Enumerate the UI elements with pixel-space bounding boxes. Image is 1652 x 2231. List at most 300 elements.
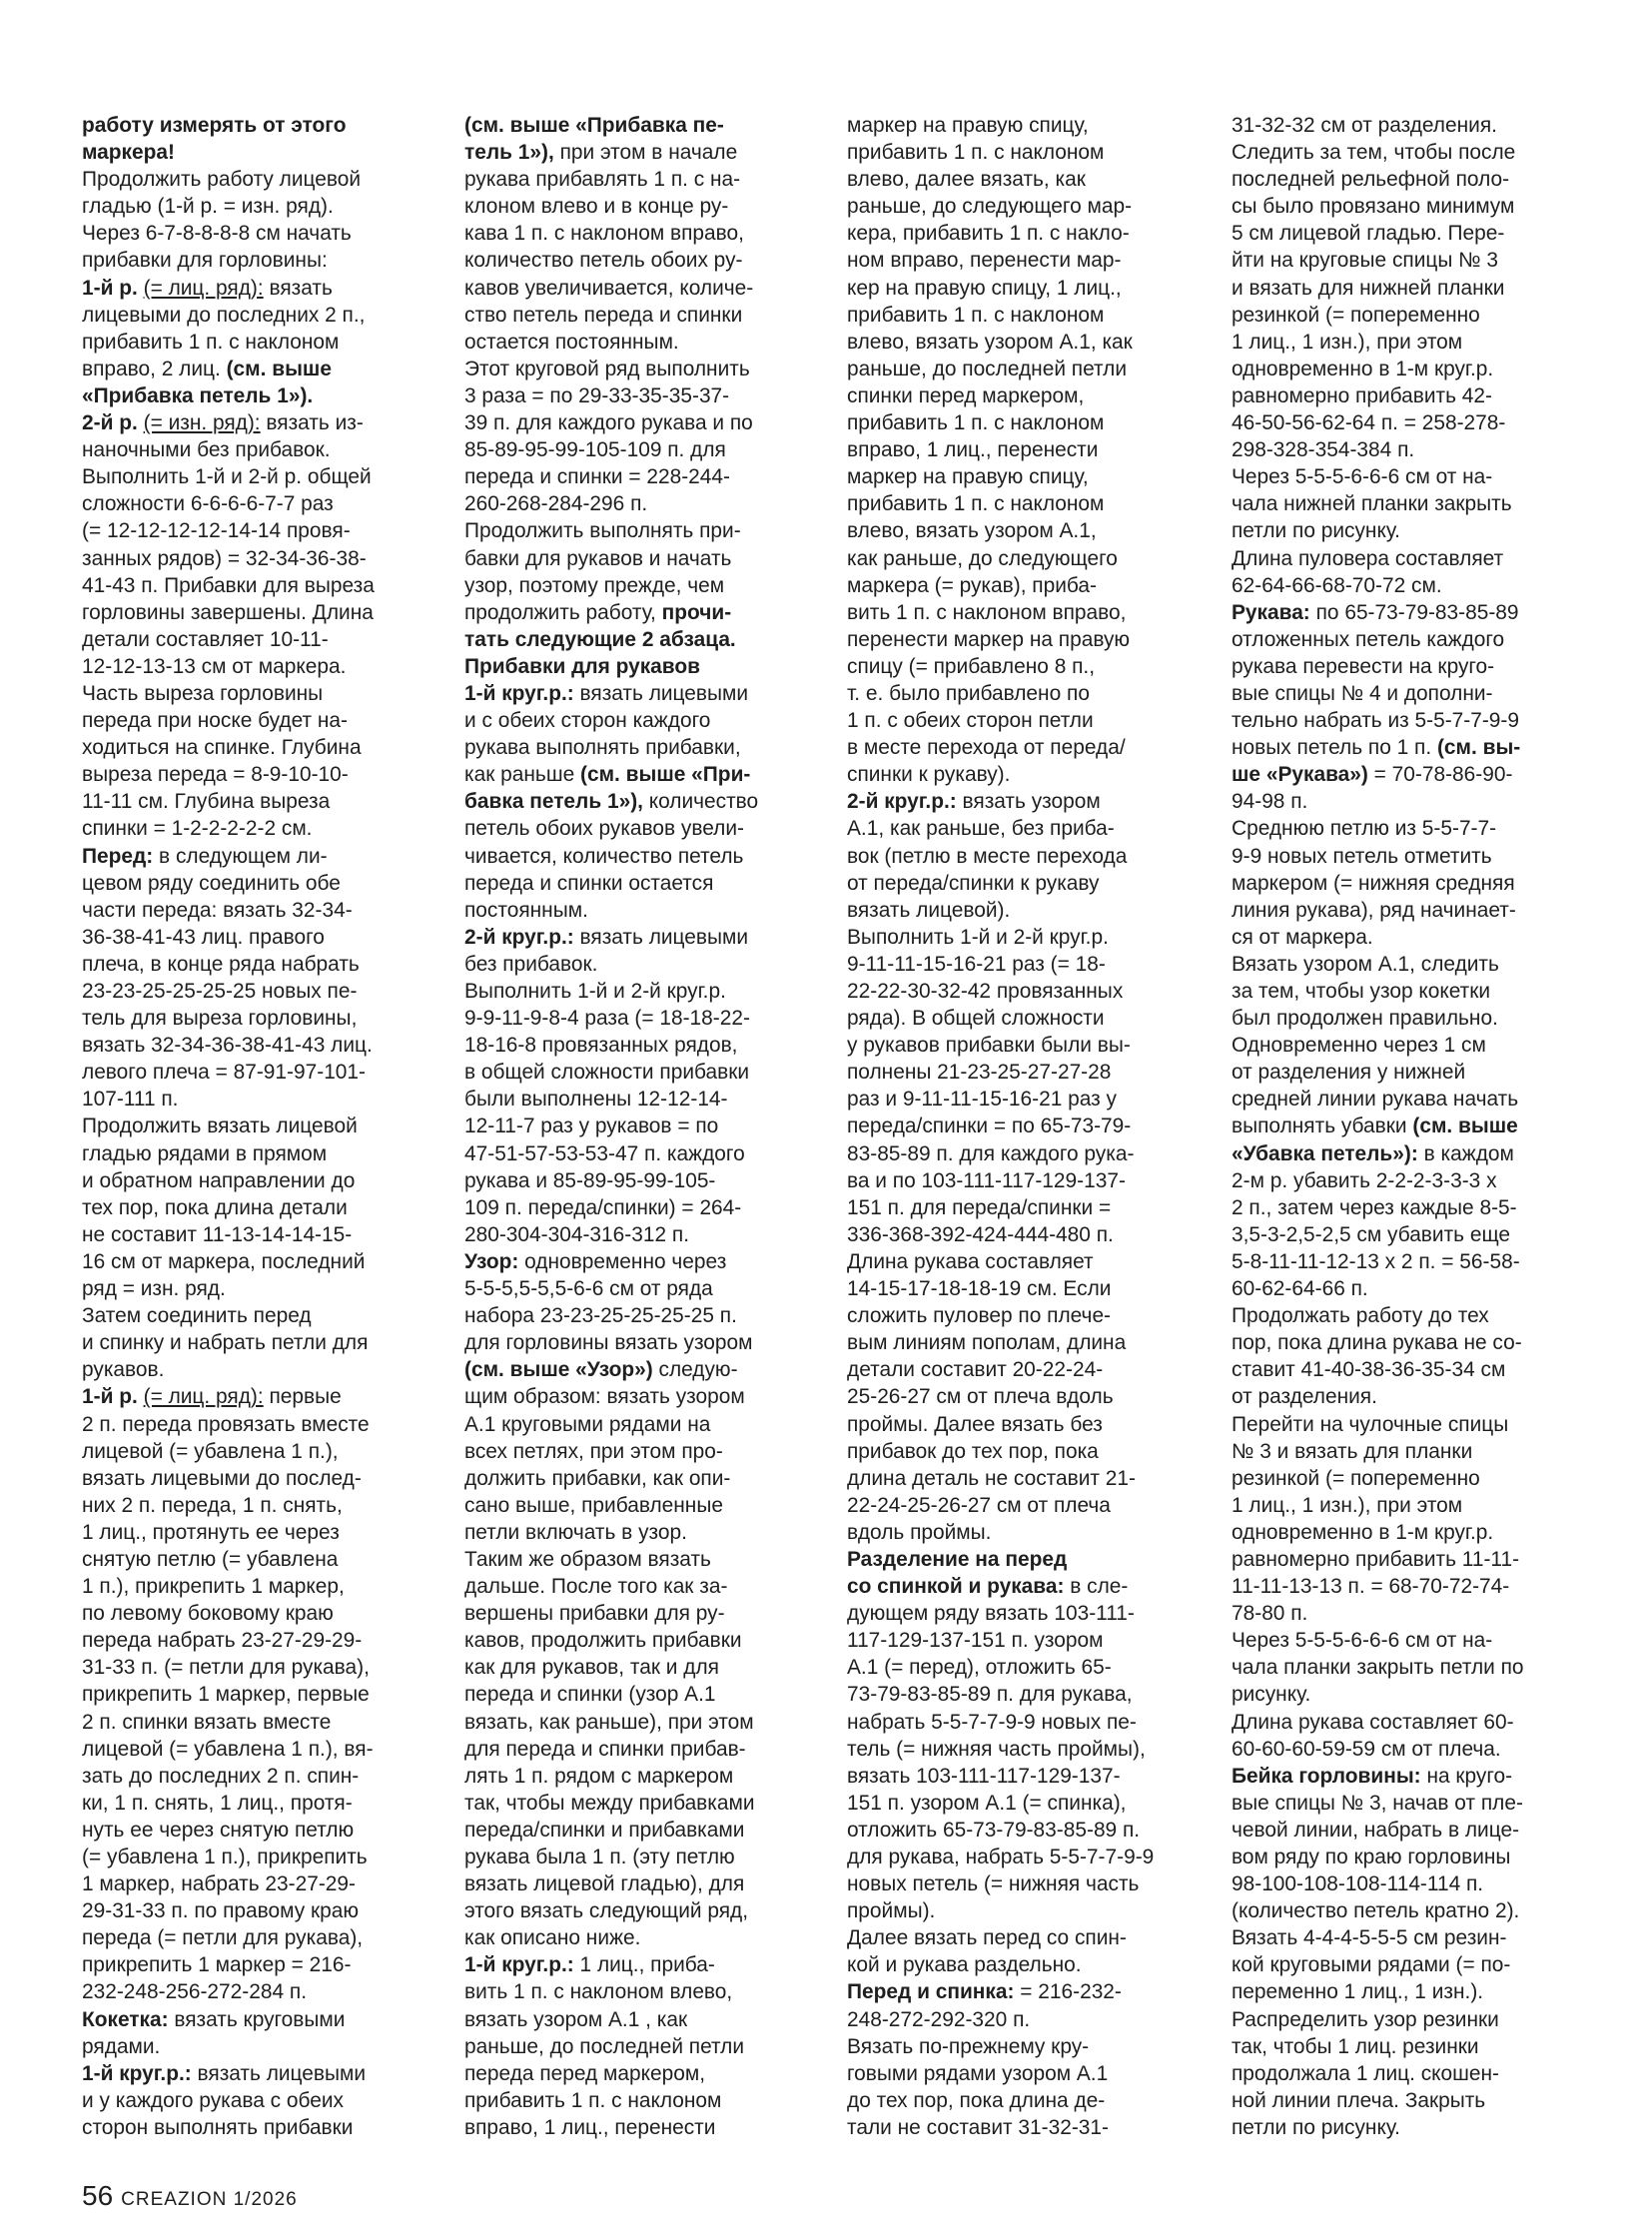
text-line xyxy=(464,436,814,463)
text-line xyxy=(847,1329,1197,1356)
text-segment: вправо, 1 лиц., перенести xyxy=(847,438,1099,462)
text-segment: кава 1 п. с наклоном вправо, xyxy=(464,222,744,246)
text-line xyxy=(82,1383,431,1410)
text-segment: дальше. После того как за- xyxy=(464,1575,728,1599)
text-segment: 107-111 п. xyxy=(82,1088,179,1112)
text-segment: 16 см от маркера, последний xyxy=(82,1249,366,1273)
text-line xyxy=(82,1059,431,1086)
text-line xyxy=(464,220,814,247)
text-line xyxy=(82,1194,431,1221)
text-segment: чевой линии, набрать в лице- xyxy=(1232,1818,1520,1842)
text-segment: (= лиц. ряд): xyxy=(143,276,264,300)
text-line xyxy=(82,1140,431,1167)
text-segment: Продолжить работу лицевой xyxy=(82,168,362,192)
text-line xyxy=(1232,1546,1581,1573)
text-line xyxy=(82,626,431,653)
text-segment: от переда/спинки к рукаву xyxy=(847,871,1100,895)
text-segment: раз и 9-11-11-15-16-21 раз у xyxy=(847,1088,1117,1112)
text-segment: 83-85-89 п. для каждого рука- xyxy=(847,1141,1135,1165)
text-line xyxy=(847,1465,1197,1492)
text-segment: не составит 11-13-14-14-15- xyxy=(82,1222,353,1246)
text-line xyxy=(464,1709,814,1736)
text-line xyxy=(82,302,431,329)
text-segment: занных рядов) = 32-34-36-38- xyxy=(82,546,367,570)
text-segment: прибавить 1 п. с наклоном xyxy=(82,330,340,354)
text-segment: 1 лиц., 1 изн.), при этом xyxy=(1232,330,1463,354)
text-segment: Бейка горловины: xyxy=(1232,1764,1421,1788)
text-segment: Затем соединить перед xyxy=(82,1304,312,1328)
text-line xyxy=(464,193,814,220)
text-segment: вым линиям пополам, длина xyxy=(847,1331,1127,1355)
text-segment: ряд = изн. ряд. xyxy=(82,1277,226,1301)
text-line xyxy=(847,490,1197,517)
text-segment: сторон выполнять прибавки xyxy=(82,2115,354,2139)
text-segment: рукава перевести на круго- xyxy=(1232,654,1495,678)
text-line xyxy=(847,626,1197,653)
text-segment: для рукава, набрать 5-5-7-7-9-9 xyxy=(847,1846,1155,1868)
text-line xyxy=(847,220,1197,247)
text-segment: ся от маркера. xyxy=(1232,925,1373,949)
text-line xyxy=(82,1870,431,1897)
text-line xyxy=(847,1681,1197,1708)
text-segment: 98-100-108-108-114-114 п. xyxy=(1232,1872,1484,1896)
text-segment: спинки = 1-2-2-2-2-2 см. xyxy=(82,817,313,841)
text-line xyxy=(847,1275,1197,1302)
text-segment: 298-328-354-384 п. xyxy=(1232,438,1415,462)
text-line xyxy=(464,356,814,382)
text-line xyxy=(1232,1978,1581,2005)
text-segment: 94-98 п. xyxy=(1232,790,1308,814)
text-line xyxy=(1232,1519,1581,1546)
text-segment: постоянным. xyxy=(464,898,588,922)
text-segment: переда при носке будет на- xyxy=(82,709,348,733)
text-line xyxy=(847,436,1197,463)
text-line xyxy=(82,247,431,274)
text-segment: 3 раза = по 29-33-35-35-37- xyxy=(464,383,730,407)
text-line xyxy=(82,329,431,356)
text-segment: лицевыми до последних 2 п., xyxy=(82,303,366,327)
text-line xyxy=(464,139,814,166)
text-segment: средней линии рукава начать xyxy=(1232,1088,1519,1112)
text-segment: вые спицы № 3, начав от пле- xyxy=(1232,1791,1523,1815)
text-segment: от разделения. xyxy=(1232,1385,1377,1409)
text-segment: должить прибавки, как опи- xyxy=(464,1466,731,1490)
text-segment: 151 п. узором А.1 (= спинка), xyxy=(847,1791,1127,1815)
text-segment: 117-129-137-151 п. узором xyxy=(847,1629,1104,1653)
text-segment: прочи- xyxy=(661,600,732,624)
text-segment: и вязать для нижней планки xyxy=(1232,276,1505,300)
text-segment: А.1, как раньше, без приба- xyxy=(847,817,1115,841)
text-segment: плеча, в конце ряда набрать xyxy=(82,952,360,976)
text-segment: как раньше xyxy=(464,763,581,787)
text-segment: Одновременно через 1 см xyxy=(1232,1034,1486,1058)
text-line xyxy=(847,599,1197,626)
text-line xyxy=(1232,1870,1581,1897)
text-line xyxy=(82,1248,431,1275)
text-segment: так, чтобы 1 лиц. резинки xyxy=(1232,2034,1479,2058)
text-segment: тель для выреза горловины, xyxy=(82,1007,358,1031)
text-line xyxy=(847,1383,1197,1410)
text-line xyxy=(464,1763,814,1790)
text-line xyxy=(1232,1627,1581,1654)
text-segment: 22-22-30-32-42 провязанных xyxy=(847,980,1124,1003)
text-line xyxy=(82,112,431,139)
text-segment: щим образом: вязать узором xyxy=(464,1385,745,1409)
text-segment: сы было провязано минимум xyxy=(1232,195,1515,219)
text-segment: Через 5-5-5-6-6-6 см от на- xyxy=(1232,465,1493,489)
text-line xyxy=(464,1221,814,1248)
text-segment: 73-79-83-85-89 п. для рукава, xyxy=(847,1683,1133,1707)
text-segment: рукава выполнять прибавки, xyxy=(464,736,741,760)
text-segment: отложенных петель каждого xyxy=(1232,627,1505,651)
text-line xyxy=(82,1627,431,1654)
text-line xyxy=(1232,1924,1581,1951)
text-line xyxy=(464,302,814,329)
text-line xyxy=(82,1681,431,1708)
text-line xyxy=(847,1817,1197,1844)
text-line xyxy=(82,707,431,734)
text-line xyxy=(1232,1763,1581,1790)
text-segment: были выполнены 12-12-14- xyxy=(464,1088,728,1112)
text-line xyxy=(1232,1438,1581,1465)
text-segment: узор, поэтому прежде, чем xyxy=(464,573,725,597)
text-line xyxy=(464,112,814,139)
text-segment: спицу (= прибавлено 8 п., xyxy=(847,654,1096,678)
text-segment: Выполнить 1-й и 2-й круг.р. xyxy=(464,980,726,1003)
text-line xyxy=(82,978,431,1005)
text-line xyxy=(464,1005,814,1032)
text-line xyxy=(1232,1167,1581,1194)
text-line xyxy=(82,897,431,924)
text-column-2 xyxy=(464,112,814,2141)
text-line xyxy=(1232,788,1581,815)
text-line xyxy=(1232,1275,1581,1302)
text-segment: отложить 65-73-79-83-85-89 п. xyxy=(847,1818,1141,1842)
text-line xyxy=(82,1411,431,1438)
text-segment: был продолжен правильно. xyxy=(1232,1007,1498,1031)
text-line xyxy=(464,1411,814,1438)
text-segment: Продолжить выполнять при- xyxy=(464,519,741,543)
text-segment: 12-12-13-13 см от маркера. xyxy=(82,654,347,678)
text-line xyxy=(464,1951,814,1978)
text-line xyxy=(82,1302,431,1329)
text-line xyxy=(1232,1790,1581,1817)
text-segment: петли по рисунку. xyxy=(1232,2115,1400,2139)
text-line xyxy=(82,1032,431,1059)
text-line xyxy=(82,815,431,842)
text-segment: Выполнить 1-й и 2-й р. общей xyxy=(82,465,372,489)
text-line xyxy=(82,463,431,490)
text-segment: наночными без прибавок. xyxy=(82,438,331,462)
text-segment: переда и спинки остается xyxy=(464,871,714,895)
text-line xyxy=(464,2033,814,2060)
text-segment: переда/спинки и прибавками xyxy=(464,1818,745,1842)
text-line xyxy=(464,1492,814,1519)
text-line xyxy=(464,1573,814,1600)
text-segment: сложности 6-6-6-6-7-7 раз xyxy=(82,492,334,516)
text-line xyxy=(464,572,814,599)
text-segment: пор, пока длина рукава не со- xyxy=(1232,1331,1522,1355)
text-line xyxy=(1232,1654,1581,1681)
text-segment: продолжала 1 лиц. скошен- xyxy=(1232,2061,1499,2085)
text-segment: прибавить 1 п. с наклоном xyxy=(847,492,1105,516)
text-segment: лять 1 п. рядом с маркером xyxy=(464,1764,734,1788)
text-segment: прибавить 1 п. с наклоном xyxy=(847,303,1105,327)
text-segment: Продолжить вязать лицевой xyxy=(82,1115,358,1138)
text-line xyxy=(847,815,1197,842)
text-line xyxy=(847,2114,1197,2141)
text-segment: 5-8-11-11-12-13 х 2 п. = 56-58- xyxy=(1232,1249,1520,1273)
text-line xyxy=(82,1465,431,1492)
text-line xyxy=(1232,112,1581,139)
text-line xyxy=(847,517,1197,544)
text-column-4 xyxy=(1232,112,1581,2141)
text-line xyxy=(847,1763,1197,1790)
text-segment: 29-31-33 п. по правому краю xyxy=(82,1899,360,1923)
text-segment: гладью рядами в прямом xyxy=(82,1141,328,1165)
text-segment: левого плеча = 87-91-97-101- xyxy=(82,1061,367,1085)
text-line xyxy=(464,870,814,897)
text-segment: 23-23-25-25-25-25 новых пе- xyxy=(82,980,358,1003)
text-line xyxy=(847,1709,1197,1736)
text-segment: (см. выше «Прибавка пе- xyxy=(464,114,724,137)
text-segment: (= убавлена 1 п.), прикрепить xyxy=(82,1846,368,1868)
text-line xyxy=(464,1465,814,1492)
text-segment: 31-32-32 см от разделения. xyxy=(1232,114,1497,137)
text-line xyxy=(847,680,1197,707)
text-line xyxy=(1232,1140,1581,1167)
text-line xyxy=(1232,1600,1581,1627)
text-segment: вить 1 п. с наклоном вправо, xyxy=(847,600,1127,624)
text-line xyxy=(1232,1492,1581,1519)
text-line xyxy=(847,761,1197,788)
text-segment: (см. выше xyxy=(226,357,332,380)
text-line xyxy=(1232,1681,1581,1708)
text-segment: линия рукава), ряд начинает- xyxy=(1232,898,1516,922)
text-line xyxy=(847,1492,1197,1519)
text-segment: (см. вы- xyxy=(1436,736,1521,760)
text-segment: и с обеих сторон каждого xyxy=(464,709,711,733)
text-line xyxy=(847,2060,1197,2087)
text-line xyxy=(1232,870,1581,897)
text-line xyxy=(82,193,431,220)
text-segment: (= лиц. ряд): xyxy=(143,1385,264,1409)
text-segment: «Убавка петель»): xyxy=(1232,1141,1418,1165)
text-line xyxy=(847,897,1197,924)
text-segment: Выполнить 1-й и 2-й круг.р. xyxy=(847,925,1109,949)
text-line xyxy=(847,1356,1197,1383)
text-line xyxy=(1232,1248,1581,1275)
text-line xyxy=(1232,572,1581,599)
text-segment: в месте перехода от переда/ xyxy=(847,736,1126,760)
text-line xyxy=(464,843,814,870)
text-segment: вязать лицевой гладью), для xyxy=(464,1872,745,1896)
text-segment: Среднюю петлю из 5-5-7-7- xyxy=(1232,817,1497,841)
text-line xyxy=(464,1870,814,1897)
text-line xyxy=(1232,1411,1581,1438)
text-line xyxy=(82,599,431,626)
text-segment: маркера! xyxy=(82,141,175,165)
text-segment: так, чтобы между прибавками xyxy=(464,1791,755,1815)
text-segment: переда перед маркером, xyxy=(464,2061,706,2085)
text-line xyxy=(464,490,814,517)
text-segment: 78-80 п. xyxy=(1232,1602,1308,1626)
text-line xyxy=(82,572,431,599)
text-line xyxy=(1232,409,1581,436)
text-segment: 36-38-41-43 лиц. правого xyxy=(82,925,325,949)
text-segment: 2 п. переда провязать вместе xyxy=(82,1412,370,1436)
text-segment: 232-248-256-272-284 п. xyxy=(82,1980,308,2004)
text-segment: Длина рукава составляет 60- xyxy=(1232,1710,1514,1734)
text-line xyxy=(847,329,1197,356)
text-segment: прибавить 1 п. с наклоном xyxy=(847,141,1105,165)
text-segment: рукавов. xyxy=(82,1358,165,1382)
text-segment: рукава была 1 п. (эту петлю xyxy=(464,1846,735,1868)
text-line xyxy=(1232,978,1581,1005)
text-segment: бавки для рукавов и начать xyxy=(464,546,732,570)
text-segment: как описано ниже. xyxy=(464,1926,641,1950)
text-line xyxy=(82,1817,431,1844)
text-line xyxy=(82,490,431,517)
text-segment: первые xyxy=(263,1385,342,1409)
text-segment: 1-й круг.р.: xyxy=(464,1953,574,1977)
text-line xyxy=(82,1573,431,1600)
text-line xyxy=(1232,247,1581,274)
text-line xyxy=(1232,1709,1581,1736)
text-line xyxy=(1232,815,1581,842)
text-line xyxy=(464,1438,814,1465)
text-segment: в сле- xyxy=(1064,1575,1129,1599)
text-segment: раньше, до последней петли xyxy=(847,357,1128,380)
text-segment: вязать xyxy=(263,276,333,300)
text-segment: Длина пуловера составляет xyxy=(1232,546,1504,570)
text-segment: рисунку. xyxy=(1232,1683,1311,1707)
text-segment: 46-50-56-62-64 п. = 258-278- xyxy=(1232,411,1506,435)
text-segment: выполнять убавки xyxy=(1232,1115,1413,1138)
text-line xyxy=(1232,653,1581,680)
text-segment: 9-9-11-9-8-4 раза (= 18-18-22- xyxy=(464,1007,750,1031)
text-segment: 1 лиц., приба- xyxy=(573,1953,715,1977)
text-line xyxy=(82,436,431,463)
text-segment: чивается, количество петель xyxy=(464,844,744,868)
text-segment: Следить за тем, чтобы после xyxy=(1232,141,1516,165)
text-line xyxy=(847,112,1197,139)
text-line xyxy=(464,1924,814,1951)
text-segment: тель (= нижняя часть проймы), xyxy=(847,1737,1146,1761)
text-segment: за тем, чтобы узор кокетки xyxy=(1232,980,1491,1003)
text-line xyxy=(82,924,431,951)
text-segment: 2-м р. убавить 2-2-2-3-3-3 х xyxy=(1232,1168,1497,1192)
text-line xyxy=(1232,843,1581,870)
text-segment: количество xyxy=(642,790,759,814)
text-line xyxy=(847,1573,1197,1600)
text-segment: кер на правую спицу, 1 лиц., xyxy=(847,276,1122,300)
text-column-3 xyxy=(847,112,1197,2141)
text-segment: 2-й круг.р.: xyxy=(464,925,574,949)
text-line xyxy=(1232,1736,1581,1763)
text-segment: 3,5-3-2,5-2,5 см убавить еще xyxy=(1232,1222,1511,1246)
text-segment: прибавить 1 п. с наклоном xyxy=(464,2088,722,2112)
text-segment: влево, вязать узором А.1, xyxy=(847,519,1097,543)
text-segment: них 2 п. переда, 1 п. снять, xyxy=(82,1493,343,1517)
text-segment: 1 лиц., 1 изн.), при этом xyxy=(1232,1493,1463,1517)
text-segment: маркером (= нижняя средняя xyxy=(1232,871,1515,895)
text-line xyxy=(1232,1113,1581,1139)
text-line xyxy=(847,843,1197,870)
text-segment: у рукавов прибавки были вы- xyxy=(847,1034,1131,1058)
text-segment: резинкой (= попеременно xyxy=(1232,1466,1480,1490)
text-line xyxy=(1232,707,1581,734)
text-segment: вязать 103-111-117-129-137- xyxy=(847,1764,1121,1788)
text-segment: ходиться на спинке. Глубина xyxy=(82,736,362,760)
text-segment: зать до последних 2 п. спин- xyxy=(82,1764,360,1788)
text-segment: лицевой (= убавлена 1 п.), xyxy=(82,1439,339,1463)
text-segment: переменно 1 лиц., 1 изн.). xyxy=(1232,1980,1484,2004)
text-line xyxy=(847,1167,1197,1194)
text-segment: вязать лицевой). xyxy=(847,898,1011,922)
text-line xyxy=(1232,1383,1581,1410)
text-segment: ва и по 103-111-117-129-137- xyxy=(847,1168,1126,1192)
text-segment: новых петель по 1 п. xyxy=(1232,736,1437,760)
text-line xyxy=(82,870,431,897)
text-segment: А.1 круговыми рядами на xyxy=(464,1412,711,1436)
text-line xyxy=(82,1790,431,1817)
text-segment: 1 маркер, набрать 23-27-29- xyxy=(82,1872,356,1896)
text-line xyxy=(1232,924,1581,951)
text-line xyxy=(464,1600,814,1627)
text-line xyxy=(847,1790,1197,1817)
text-segment: остается постоянным. xyxy=(464,330,679,354)
text-line xyxy=(847,139,1197,166)
text-segment: йти на круговые спицы № 3 xyxy=(1232,249,1498,273)
text-segment: вправо, 1 лиц., перенести xyxy=(464,2115,716,2139)
text-segment: переда и спинки (узор А.1 xyxy=(464,1683,716,1707)
text-line xyxy=(847,382,1197,409)
text-line xyxy=(464,329,814,356)
text-line xyxy=(847,302,1197,329)
text-segment: новых петель (= нижняя часть xyxy=(847,1872,1140,1896)
text-line xyxy=(82,1356,431,1383)
text-line xyxy=(1232,302,1581,329)
text-line xyxy=(464,1654,814,1681)
text-segment: 260-268-284-296 п. xyxy=(464,492,648,516)
text-line xyxy=(1232,1817,1581,1844)
text-segment: 1 п. с обеих сторон петли xyxy=(847,709,1094,733)
text-segment: 109 п. переда/спинки) = 264- xyxy=(464,1195,742,1219)
text-line xyxy=(82,2060,431,2087)
text-line xyxy=(1232,1356,1581,1383)
text-segment: 1 п.), прикрепить 1 маркер, xyxy=(82,1575,345,1599)
text-line xyxy=(464,1086,814,1113)
text-segment: кой и рукава раздельно. xyxy=(847,1953,1082,1977)
text-line xyxy=(82,788,431,815)
text-segment: Узор: xyxy=(464,1249,519,1273)
text-line xyxy=(1232,275,1581,302)
text-line xyxy=(464,1140,814,1167)
text-segment: спинки к рукаву). xyxy=(847,763,1011,787)
text-segment: вязать узором xyxy=(956,790,1101,814)
text-segment: 2-й круг.р.: xyxy=(847,790,957,814)
text-line xyxy=(82,275,431,302)
text-segment: = 216-232- xyxy=(1014,1980,1122,2004)
text-segment: и обратном направлении до xyxy=(82,1168,356,1192)
text-line xyxy=(1232,545,1581,572)
text-segment: Длина рукава составляет xyxy=(847,1249,1094,1273)
text-line xyxy=(847,951,1197,978)
text-line xyxy=(82,1519,431,1546)
text-segment: 47-51-57-53-53-47 п. каждого xyxy=(464,1141,745,1165)
magazine-issue: CREAZION 1/2026 xyxy=(121,2189,298,2210)
